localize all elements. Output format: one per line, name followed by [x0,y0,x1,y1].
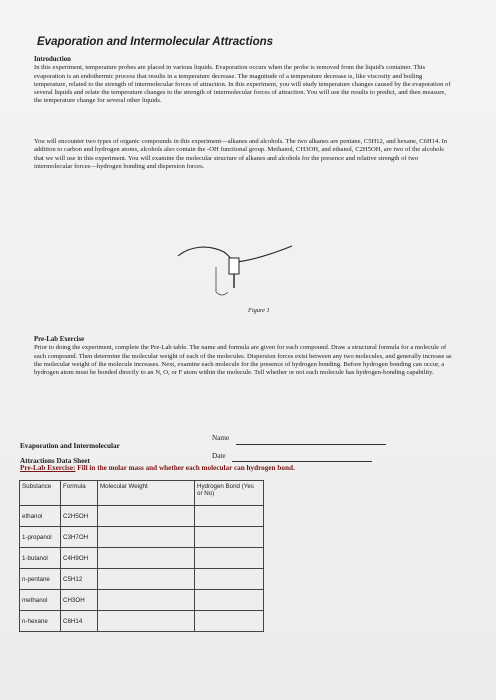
page-title: Evaporation and Intermolecular Attractions [37,36,274,48]
cell-hydrogen-bond[interactable] [195,506,264,527]
cell-molecular-weight[interactable] [98,548,195,569]
probe-handle [229,258,239,274]
table-row [20,548,264,569]
prelab-instruction-prefix: Pre-Lab Exercise: [20,464,76,472]
date-field-line[interactable] [232,461,372,462]
intro-paragraph-1: In this experiment, temperature probes are placed in various liquids. Evaporation occurs when the probe is removed from the liquid's container. This evaporation is an endothermic process that results in a temperature decrease. The magnitude of a temperature decrease is, like viscosity and boiling temperature, related to the strength of intermolecular forces of attraction. In this experiment, you will study temperature changes caused by the evaporation of several liquids and relate the temperature changes to the strength of intermolecular forces of attraction. You will use the results to predict, and then measure, the temperature change for several other liquids. [34,64,451,105]
table-header-row [20,481,264,506]
cell-formula: C4H9OH [61,548,98,569]
datasheet-subtitle: Attractions Data Sheet [20,457,90,465]
datasheet-title: Evaporation and Intermolecular [20,442,120,450]
cell-molecular-weight[interactable] [98,611,195,632]
prelab-text: Prior to doing the experiment, complete the Pre-Lab table. The name and formula are given for each compound. Draw a structural formula for a molecule of each compound. Then determine the molecular weight of each of the molecules. Dispersion forces exist between any two molecules, and generally increase as the molecular weight of the molecule increases. Next, examine each molecule for the presence of hydrogen bonding. Before hydrogen bonding can occur, a hydrogen atom must be bonded directly to an N, O, or F atom within the molecule. Tell whether or not each molecule has hydrogen-bonding capability. [34,344,452,377]
cell-hydrogen-bond[interactable] [195,611,264,632]
intro-heading: Introduction [34,56,71,63]
prelab-table [19,480,264,632]
intro-section [34,56,454,106]
cell-molecular-weight[interactable] [98,590,195,611]
cell-molecular-weight[interactable] [98,527,195,548]
header-formula: Formula [61,481,98,506]
cell-formula: C3H7OH [61,527,98,548]
cell-hydrogen-bond[interactable] [195,548,264,569]
table-row [20,569,264,590]
table-row [20,506,264,527]
cell-hydrogen-bond[interactable] [195,527,264,548]
header-molecular-weight: Molecular Weight [98,481,195,506]
name-label: Name [212,434,230,442]
cell-substance: 1-butanol [20,548,61,569]
cell-substance: 1-propanol [20,527,61,548]
cell-substance: n-pentane [20,569,61,590]
cell-formula: C5H12 [61,569,98,590]
table-row [20,590,264,611]
cell-formula: CH3OH [61,590,98,611]
cell-formula: C6H14 [61,611,98,632]
table-row [20,611,264,632]
cell-substance: n-hexane [20,611,61,632]
intro-paragraph-2: You will encounter two types of organic compounds in this experiment—alkanes and alcohols. The two alkanes are pentane, C5H12, and hexane, C6H14. In addition to carbon and hydrogen atoms, alcohols also contain the -OH functional group. Methanol, CH3OH, and ethanol, C2H5OH, are two of the alcohols that we will use in this experiment. You will examine the molecular structure of alkanes and alcohols for the presence and relative strength of two intermolecular forces—hydrogen bonding and dispersion forces. [34,138,448,170]
header-hydrogen-bond: Hydrogen Bond (Yes or No) [195,481,264,506]
probe-cable [178,247,236,262]
probe-cable-right [236,246,292,262]
date-label: Date [212,452,226,460]
figure-temperature-probe-drawing [170,232,310,307]
cell-substance: methanol [20,590,61,611]
figure-caption: Figure 1 [248,307,270,314]
cell-molecular-weight[interactable] [98,569,195,590]
prelab-instruction-text: Fill in the molar mass and whether each molecular can hydrogen bond. [75,464,295,472]
header-substance: Substance [20,481,61,506]
tube-outline [216,267,228,295]
cell-hydrogen-bond[interactable] [195,569,264,590]
prelab-heading: Pre-Lab Exercise [34,336,85,343]
cell-substance: ethanol [20,506,61,527]
table-row [20,527,264,548]
cell-molecular-weight[interactable] [98,506,195,527]
prelab-section [34,336,454,377]
cell-formula: C2H5OH [61,506,98,527]
cell-hydrogen-bond[interactable] [195,590,264,611]
prelab-instruction [20,464,295,472]
name-field-line[interactable] [236,444,386,445]
